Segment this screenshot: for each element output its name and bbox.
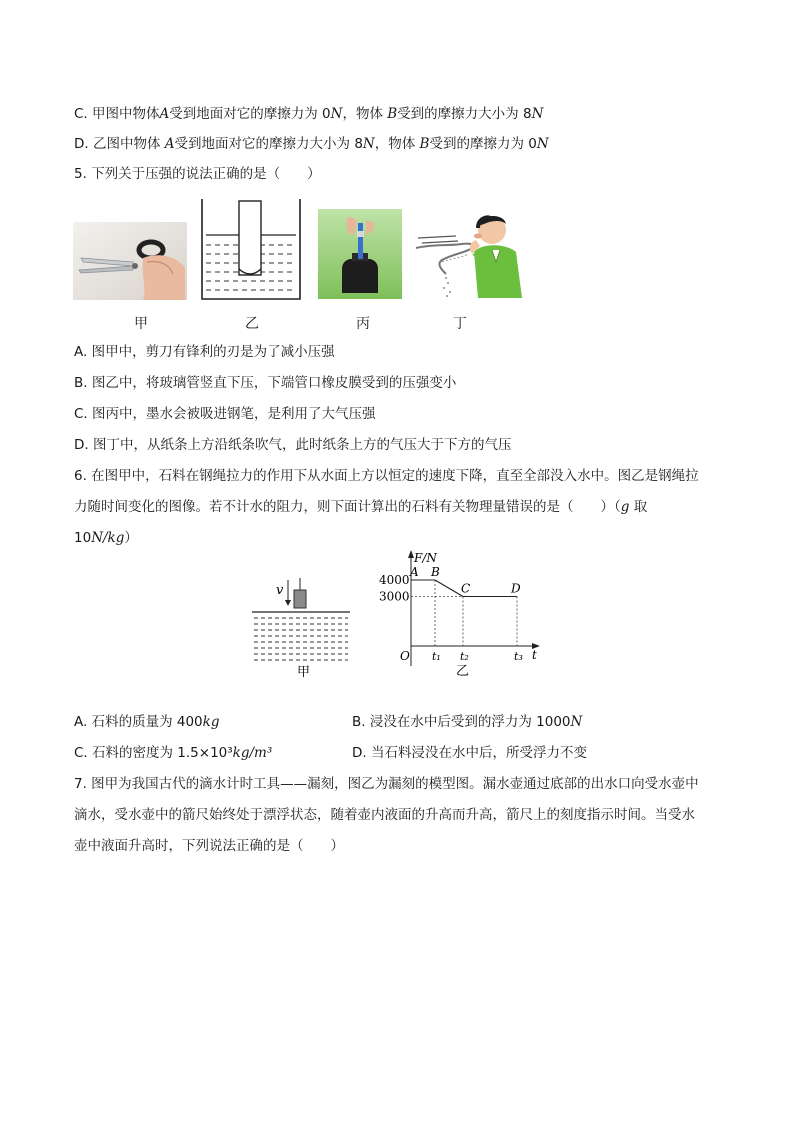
q6-option-d: D. 当石料浸没在水中后，所受浮力不变	[352, 745, 587, 761]
velocity-label: v	[276, 583, 284, 598]
point-label-B: B	[431, 565, 440, 579]
q7-stem-line2: 滴水，受水壶中的箭尺始终处于漂浮状态，随着壶内液面的升高而升高，箭尺上的刻度指示时间。当受水	[74, 807, 695, 823]
force-time-chart	[370, 548, 550, 680]
x-axis-label: t	[532, 648, 537, 662]
q4-option-d: D. 乙图中物体 A受到地面对它的摩擦力大小为 8N，物体 B受到的摩擦力为 0N	[74, 136, 549, 152]
q5-option-b: B. 图乙中，将玻璃管竖直下压，下端管口橡皮膜受到的压强变小	[74, 375, 457, 391]
ink-pen-photo	[318, 209, 402, 299]
x-tick-2: t₂	[460, 650, 469, 663]
q5-caption-jia: 甲	[134, 316, 148, 332]
q5-caption-bing: 丙	[356, 316, 370, 332]
q6-stem-line2: 力随时间变化的图像。若不计水的阻力，则下面计算出的石料有关物理量错误的是（ ）（g 取	[74, 499, 648, 515]
q5-stem: 5. 下列关于压强的说法正确的是（ ）	[74, 166, 321, 182]
q5-caption-yi: 乙	[245, 316, 259, 332]
q6-stem-line1: 6. 在图甲中，石料在钢绳拉力的作用下从水面上方以恒定的速度下降，直至全部没入水中。图乙是钢绳拉	[74, 468, 699, 484]
series-segment-BC	[435, 580, 463, 597]
point-label-A: A	[410, 565, 419, 579]
q6-option-a: A. 石料的质量为 400kg	[74, 714, 220, 730]
x-tick-3: t₃	[514, 650, 523, 663]
q5-option-d: D. 图丁中，从纸条上方沿纸条吹气，此时纸条上方的气压大于下方的气压	[74, 437, 512, 453]
stone-descending-diagram	[250, 576, 354, 680]
q5-caption-ding: 丁	[453, 316, 467, 332]
origin-label: O	[400, 649, 410, 663]
q7-stem-line1: 7. 图甲为我国古代的滴水计时工具——漏刻，图乙为漏刻的模型图。漏水壶通过底部的出水口向受水壶中	[74, 776, 699, 792]
tube-in-water-diagram	[200, 197, 302, 301]
q6-stem-line3: 10N/kg）	[74, 530, 138, 546]
q5-option-a: A. 图甲中，剪刀有锋利的刃是为了减小压强	[74, 344, 335, 360]
x-tick-1: t₁	[432, 650, 441, 663]
q6-option-b: B. 浸没在水中后受到的浮力为 1000N	[352, 714, 583, 730]
q6-caption-yi: 乙	[456, 664, 470, 679]
point-label-D: D	[511, 581, 521, 596]
q6-option-c: C. 石料的密度为 1.5×10³kg/m³	[74, 745, 273, 761]
y-tick-4000: 4000	[379, 573, 410, 587]
point-label-C: C	[461, 581, 471, 596]
y-tick-3000: 3000	[379, 589, 410, 604]
y-axis-label: F/N	[414, 551, 437, 565]
scissors-photo	[73, 222, 187, 300]
q7-stem-line3: 壶中液面升高时，下列说法正确的是（ ）	[74, 838, 344, 854]
q4-option-c: C. 甲图中物体A受到地面对它的摩擦力为 0N，物体 B受到的摩擦力大小为 8N	[74, 106, 544, 122]
q5-option-c: C. 图丙中，墨水会被吸进钢笔，是利用了大气压强	[74, 406, 376, 422]
q6-caption-jia: 甲	[297, 665, 311, 680]
boy-blowing-paper-illustration	[412, 208, 524, 298]
